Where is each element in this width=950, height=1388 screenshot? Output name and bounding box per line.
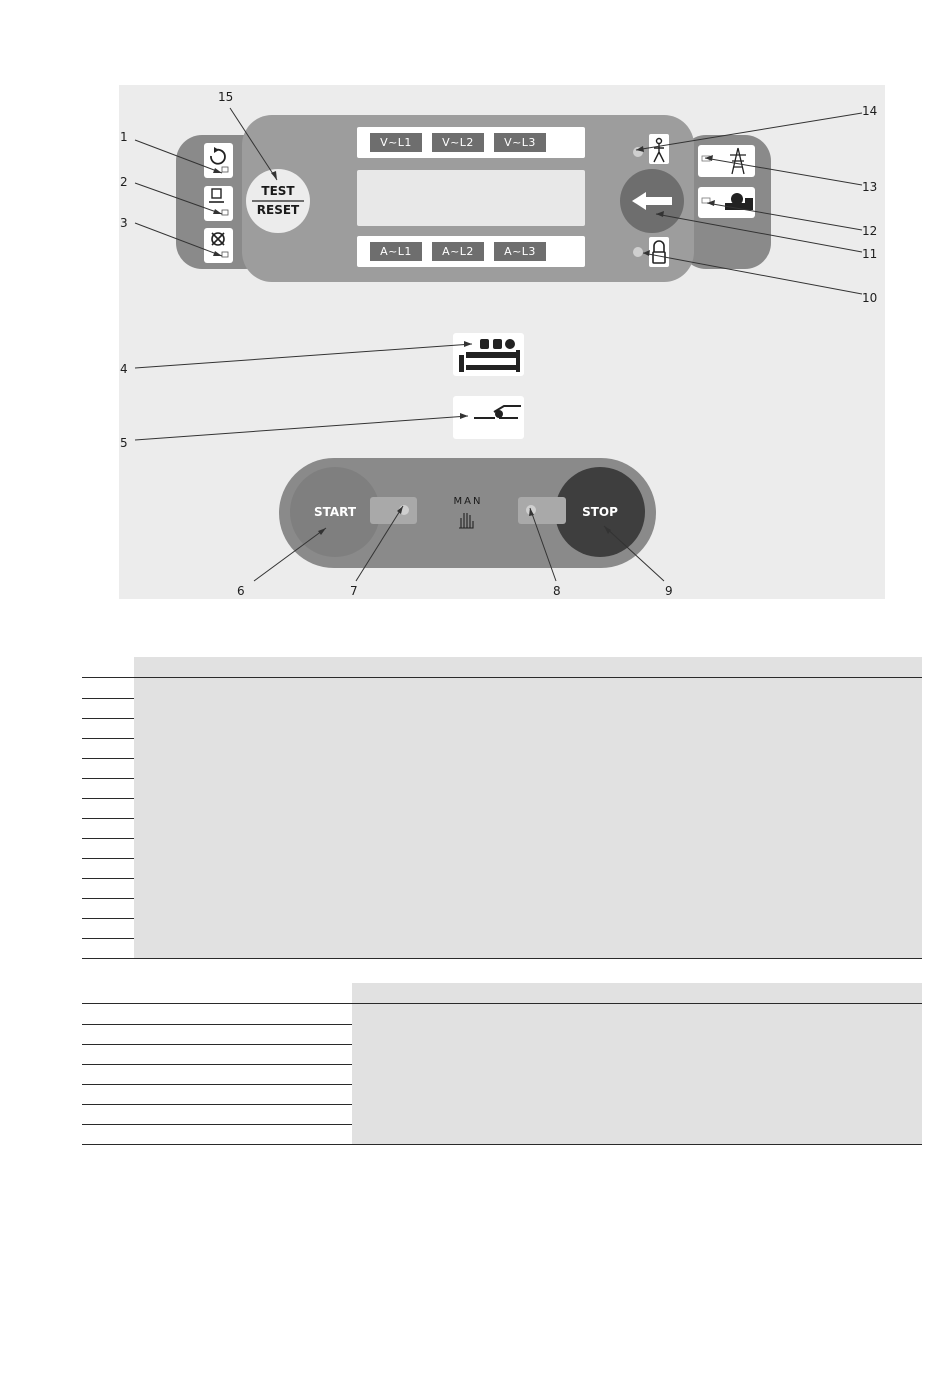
callout-1: 1 [120, 130, 128, 144]
legend-table-header [134, 657, 922, 678]
start-led-window [370, 497, 417, 524]
table-row [82, 1064, 922, 1085]
callout-3: 3 [120, 216, 128, 230]
table-row [82, 678, 922, 699]
callout-4: 4 [120, 362, 128, 376]
man-label: MAN [453, 496, 483, 507]
callout-6: 6 [237, 584, 245, 598]
callout-15: 15 [218, 90, 234, 104]
remote-mode-button [204, 186, 233, 221]
table-row [82, 878, 922, 899]
table-row [82, 1104, 922, 1125]
lock-led [633, 247, 643, 257]
callout-12: 12 [862, 224, 878, 238]
callout-5: 5 [120, 436, 128, 450]
table-row [82, 798, 922, 819]
legend-table-2-header [352, 983, 922, 1004]
reset-label: RESET [256, 203, 300, 217]
callout-9: 9 [665, 584, 673, 598]
table-row [82, 698, 922, 719]
table-row [82, 738, 922, 759]
control-panel-diagram [0, 0, 950, 620]
stop-label: STOP [582, 505, 618, 519]
tag-v-l1: V~L1 [370, 133, 422, 152]
table-row [82, 718, 922, 739]
table-row [82, 1124, 922, 1145]
test-label: TEST [261, 184, 295, 198]
tag-a-l1: A~L1 [370, 242, 422, 261]
callout-10: 10 [862, 291, 878, 305]
callout-7: 7 [350, 584, 358, 598]
stop-led-window [518, 497, 566, 524]
start-label: START [313, 505, 357, 519]
callout-11: 11 [862, 247, 878, 261]
table-row [82, 938, 922, 959]
callout-8: 8 [553, 584, 561, 598]
table-row [82, 758, 922, 779]
tag-a-l3: A~L3 [494, 242, 546, 261]
table-row [82, 818, 922, 839]
tag-v-l2: V~L2 [432, 133, 484, 152]
tag-v-l3: V~L3 [494, 133, 546, 152]
table-row [82, 898, 922, 919]
lcd-display [357, 170, 585, 226]
tag-a-l2: A~L2 [432, 242, 484, 261]
table-row [82, 858, 922, 879]
table-row [82, 1084, 922, 1105]
table-row [82, 1024, 922, 1045]
table-row [82, 918, 922, 939]
callout-13: 13 [862, 180, 878, 194]
table-row [82, 1044, 922, 1065]
table-row [82, 1004, 922, 1025]
callout-14: 14 [862, 104, 878, 118]
callout-2: 2 [120, 175, 128, 189]
table-row [82, 838, 922, 859]
table-row [82, 778, 922, 799]
